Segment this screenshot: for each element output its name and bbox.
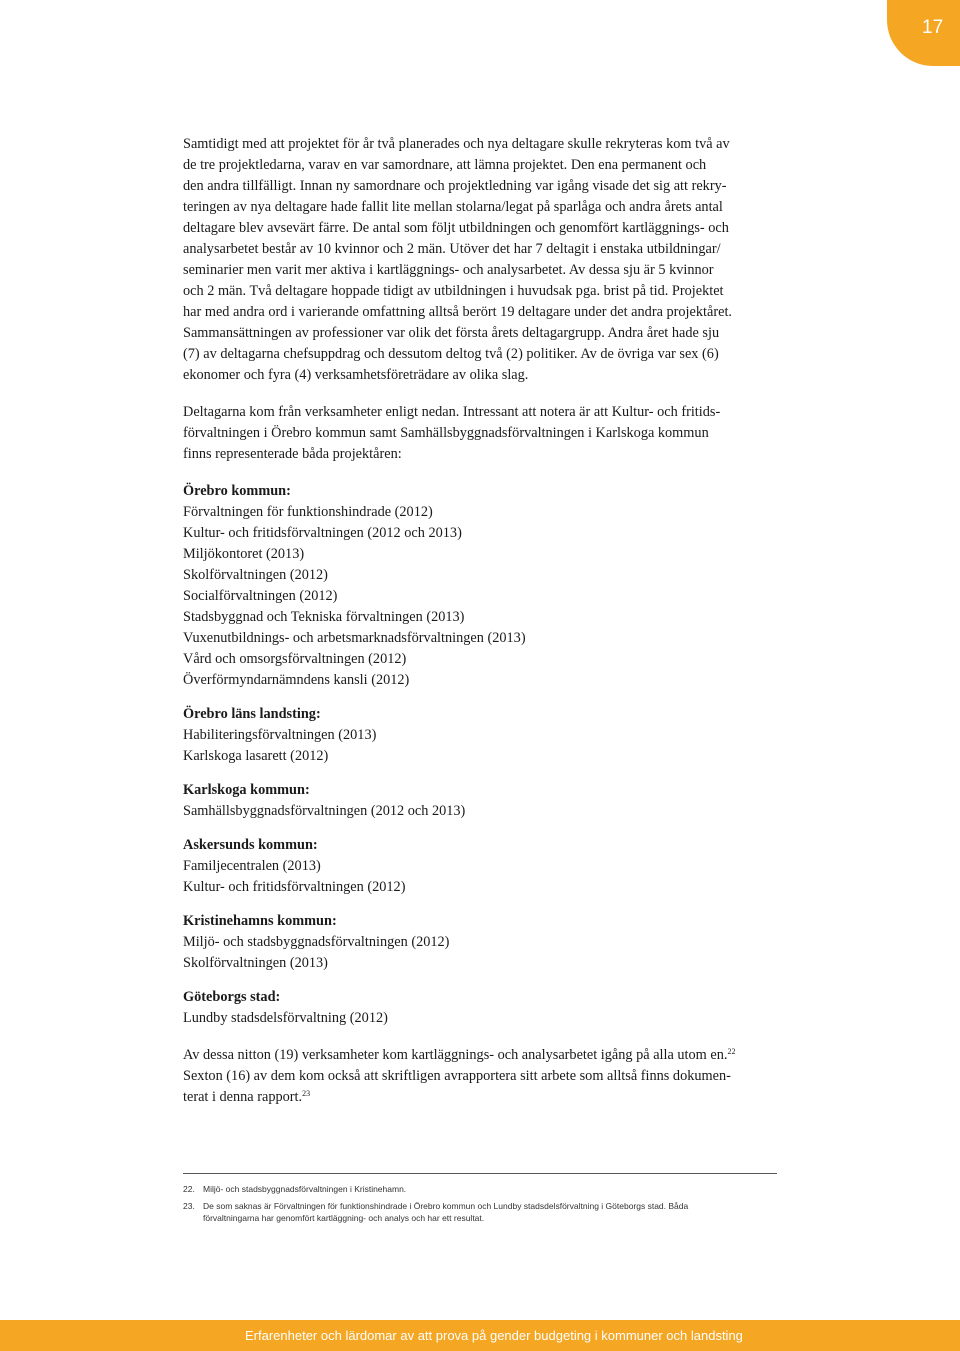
org-section-karlskoga-kommun [183,780,783,822]
intro-paragraph [183,134,783,386]
org-section-kristinehamns-kommun [183,911,783,974]
footnote-22 [183,1183,733,1195]
org-item: Karlskoga lasarett (2012) [183,748,329,764]
org-item: Kultur- och fritidsförvaltningen (2012 och 2013) [183,525,462,541]
text-line: Deltagarna kom från verksamheter enligt nedan. Intressant att notera är att Kultur- och fritids- [183,404,721,420]
footnote-text: Miljö- och stadsbyggnadsförvaltningen i Kristinehamn. [203,1184,407,1194]
org-heading: Karlskoga kommun: [183,782,310,798]
text-line [183,1087,783,1108]
org-heading: Askersunds kommun: [183,837,318,853]
text-line: finns representerade båda projektåren: [183,446,402,462]
closing-text: terat i denna rapport. [183,1089,303,1105]
org-heading: Örebro läns landsting: [183,706,321,722]
text-line: Samtidigt med att projektet för år två planerades och nya deltagare skulle rekryteras kom två av [183,136,730,152]
footer-title: Erfarenheter och lärdomar av att prova på gender budgeting i kommuner och landsting [245,1328,743,1343]
text-line: (7) av deltagarna chefsuppdrag och dessutom deltog två (2) politiker. Av de övriga var sex (6) [183,346,719,362]
org-section-goteborgs-stad [183,987,783,1029]
text-line: ekonomer och fyra (4) verksamhetsföreträdare av olika slag. [183,367,529,383]
org-heading: Göteborgs stad: [183,989,281,1005]
org-item: Samhällsbyggnadsförvaltningen (2012 och 2013) [183,803,466,819]
org-item: Vård och omsorgsförvaltningen (2012) [183,651,407,667]
footnote-number: 22. [183,1184,195,1194]
org-item: Familjecentralen (2013) [183,858,321,874]
org-item: Förvaltningen för funktionshindrade (2012) [183,504,433,520]
closing-text: Av dessa nitton (19) verksamheter kom kartläggnings- och analysarbetet igång på alla utom en. [183,1047,728,1063]
footnote-text [203,1200,733,1224]
org-section-orebro-kommun [183,481,783,691]
text-line: Sexton (16) av dem kom också att skriftligen avrapportera sitt arbete som alltså finns dokumen- [183,1068,731,1084]
org-item: Miljökontoret (2013) [183,546,305,562]
text-line: teringen av nya deltagare hade fallit lite mellan stolarna/legat på sparlåga och andra årets antal [183,199,723,215]
text-line: de tre projektledarna, varav en var samordnare, att lämna projektet. Den ena permanent och [183,157,707,173]
text-line: seminarier men varit mer aktiva i kartläggnings- och analysarbetet. Av dessa sju är 5 kvinnor [183,262,714,278]
org-item: Vuxenutbildnings- och arbetsmarknadsförvaltningen (2013) [183,630,526,646]
origin-paragraph [183,402,783,465]
footnote-ref-23[interactable]: 23 [302,1089,311,1098]
org-item: Skolförvaltningen (2012) [183,567,328,583]
text-line: och 2 män. Två deltagare hoppade tidigt av utbildningen i huvudsak pga. brist på tid. Projektet [183,283,724,299]
footnotes [183,1183,733,1229]
org-item: Habiliteringsförvaltningen (2013) [183,727,377,743]
text-line: den andra tillfälligt. Innan ny samordnare och projektledning var igång visade det sig att rekry- [183,178,727,194]
org-item: Lundby stadsdelsförvaltning (2012) [183,1010,388,1026]
org-item: Miljö- och stadsbyggnadsförvaltningen (2012) [183,934,450,950]
org-item: Kultur- och fritidsförvaltningen (2012) [183,879,406,895]
org-heading: Kristinehamns kommun: [183,913,337,929]
footnote-line: förvaltningarna har genomfört kartläggning- och analys och har ett resultat. [203,1213,485,1223]
text-line: Sammansättningen av professioner var olik det första årets deltagargrupp. Andra året hade sju [183,325,720,341]
closing-paragraph [183,1045,783,1108]
page-number: 17 [922,17,944,38]
org-item: Överförmyndarnämndens kansli (2012) [183,672,410,688]
footnote-divider [183,1173,777,1174]
org-heading: Örebro kommun: [183,483,291,499]
text-line: analysarbetet består av 10 kvinnor och 2 män. Utöver det har 7 deltagit i enstaka utbildningar/ [183,241,721,257]
org-section-orebro-lans-landsting [183,704,783,767]
org-section-askersunds-kommun [183,835,783,898]
footnote-23 [183,1200,733,1224]
text-line: har med andra ord i varierande omfattning alltså berört 19 deltagare under det andra projektåret. [183,304,732,320]
org-item: Socialförvaltningen (2012) [183,588,338,604]
text-line [183,1045,783,1066]
text-line: deltagare blev avsevärt färre. De antal som följt utbildningen och genomfört kartläggnings- och [183,220,729,236]
org-item: Skolförvaltningen (2013) [183,955,328,971]
text-line: förvaltningen i Örebro kommun samt Samhällsbyggnadsförvaltningen i Karlskoga kommun [183,425,709,441]
footnote-ref-22[interactable]: 22 [727,1047,736,1056]
footnote-number: 23. [183,1201,195,1211]
body-text [183,134,783,1108]
footnote-line: De som saknas är Förvaltningen för funktionshindrade i Örebro kommun och Lundby stadsdelsförvaltning i Göteborgs stad. Båda [203,1201,689,1211]
org-item: Stadsbyggnad och Tekniska förvaltningen (2013) [183,609,465,625]
